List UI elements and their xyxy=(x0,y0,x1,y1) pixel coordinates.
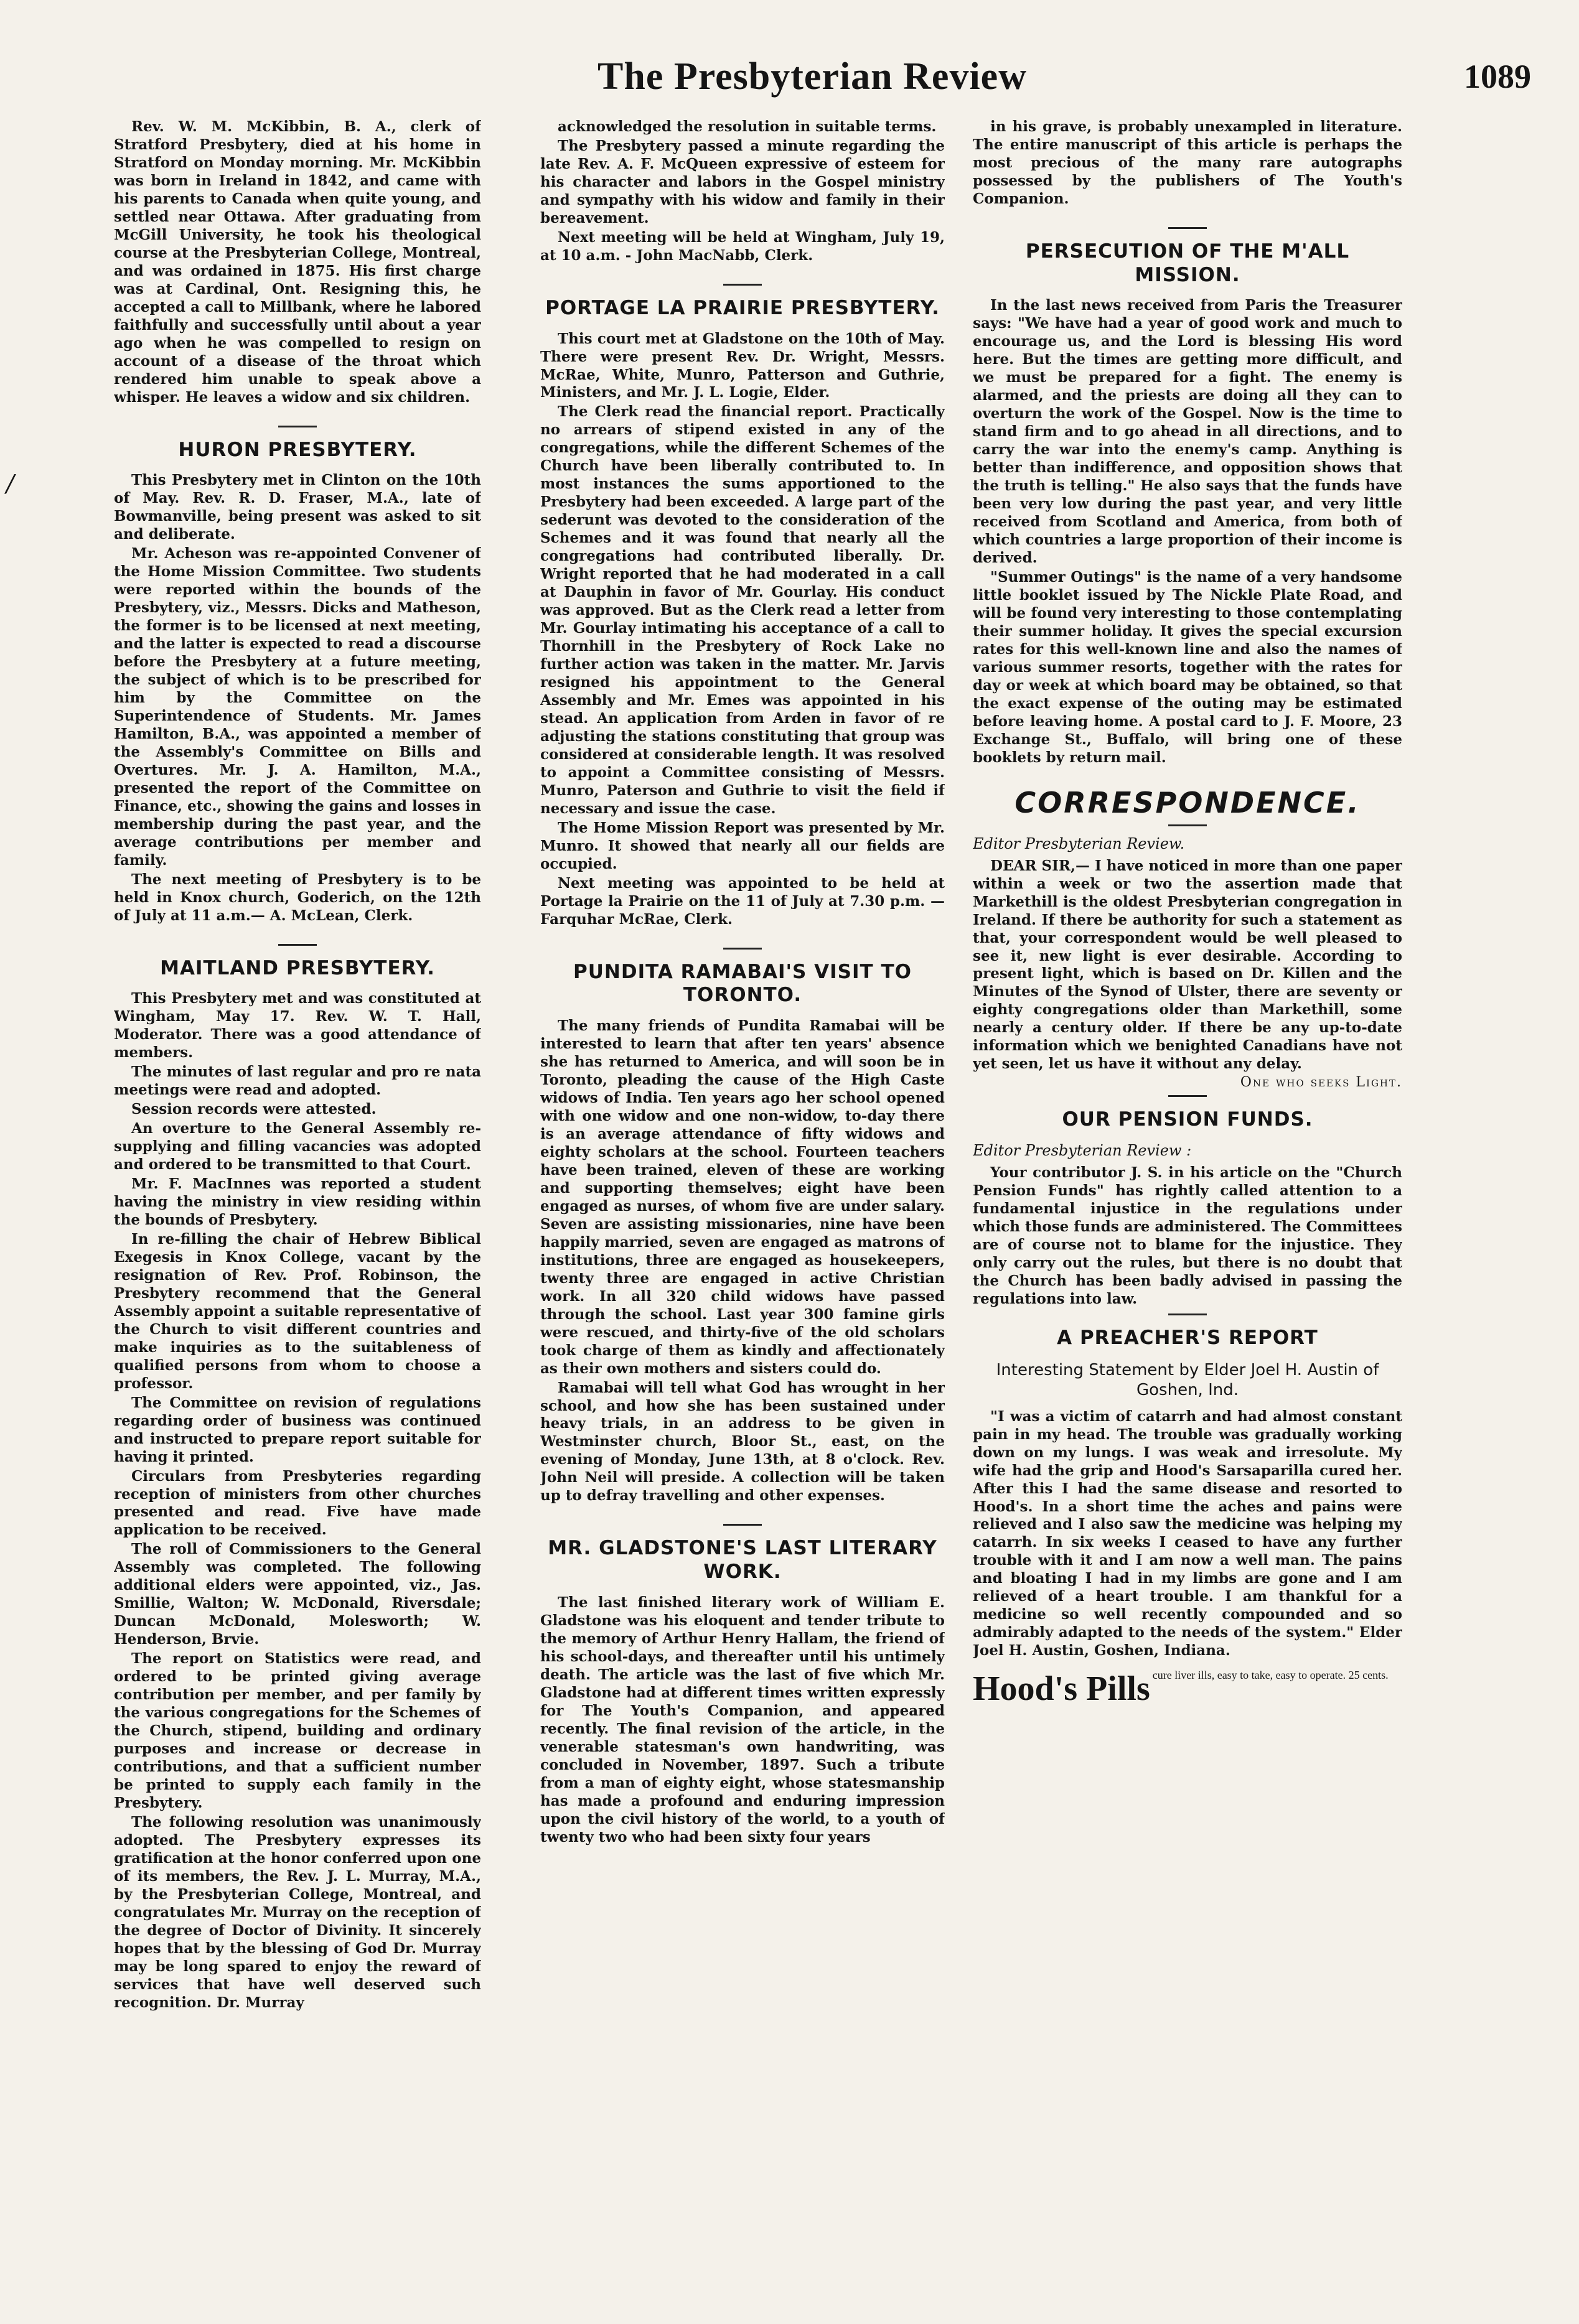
article-paragraph: The many friends of Pundita Ramabai will be interested to learn that after ten years' absence she has returned to America, and will soon be in Toronto, pleading the cause of the High Caste widows of India. Ten years ago her school opened with one widow and one non-widow, to-day there is an average attendance of fifty widows and eighty scholars at the school. Fourteen teachers have been trained, eleven of these are working and supporting themselves; eight have been engaged as nurses, of whom five are under salary. Seven are assisting missionaries, nine have been happily married, seven are engaged as matrons of institutions, three are engaged as housekeepers, twenty three are engaged in active Christian work. In all 320 child widows have passed through the school. Last year 300 famine girls were rescued, and thirty-five of the old scholars took charge of them as kindly and affectionately as their own mothers and sisters could do. xyxy=(540,1017,945,1377)
article-paragraph: Mr. F. MacInnes was reported a student having the ministry in view residing within the bounds of Presbytery. xyxy=(114,1175,481,1228)
preacher-paragraph: "I was a victim of catarrh and had almost constant pain in my head. The trouble was gradually working down on my lungs. I was weak and irresolute. My wife had the grip and Hood's Sarsaparilla cured her. After this I had the same disease and resorted to Hood's. In a short time the aches and pains were relieved and I also saw the medicine was helping my catarrh. In six weeks I ceased to have any further trouble with it and I am now a well man. The pains and bloating I had in my limbs are gone and I am relieved of a heart trouble. I am thankful for a medicine so well recently compounded and so admirably adapted to the needs of the system." Elder Joel H. Austin, Goshen, Indiana. xyxy=(973,1407,1402,1659)
letter-paragraph: DEAR SIR,— I have noticed in more than one paper within a week or two the assertion made that Markethill is the oldest Presbyterian congregation in Ireland. If there be authority for such a statement as that, your correspondent would be well pleased to see it, new light is ever desirable. According to present light, which is based on Dr. Killen and the Minutes of the Synod of Ulster, there are seventy or eighty congregations older than Markethill, some nearly a century older. If there be any up-to-date information which we benighted Canadians have not yet seen, let us have it without any delay. xyxy=(973,857,1402,1073)
page-number: 1089 xyxy=(1464,58,1531,95)
separator xyxy=(723,1524,762,1526)
masthead xyxy=(93,55,1531,105)
separator xyxy=(1168,1314,1207,1315)
letter-signature: One who seeks Light. xyxy=(1240,1075,1402,1091)
article-paragraph: An overture to the General Assembly re-supplying and filling vacancies was adopted and ordered to be transmitted to that Court. xyxy=(114,1120,481,1174)
preacher-headline: A PREACHER'S REPORT xyxy=(1057,1326,1318,1349)
ad-tagline: cure liver ills, easy to take, easy to operate. 25 cents. xyxy=(1152,1669,1389,1682)
article-paragraph: Next meeting was appointed to be held at Portage la Prairie on the 11 of July at 7.30 p.m. — Farquhar McRae, Clerk. xyxy=(540,874,945,928)
article-paragraph: The Clerk read the financial report. Practically no arrears of stipend existed in any of the congregations, while the different Schemes of the Church have been liberally contributed to. In most instances the sums apportioned to the Presbytery had been exceeded. A large part of the sederunt was devoted to the consideration of the Schemes and it was found that nearly all the congregations had contributed liberally. Dr. Wright reported that he had moderated in a call at Dauphin in favor of Mr. Gourlay. His conduct was approved. But as the Clerk read a letter from Mr. Gourlay intimating his acceptance of a call to Thornhill in the Presbytery of Rock Lake no further action was taken in the matter. Mr. Jarvis resigned his appointment to the General Assembly and Mr. Emes was appointed in his stead. An application from Arden in favor of re adjusting the stations constituting that group was considered at considerable length. It was resolved to appoint a Committee consisting of Messrs. Munro, Paterson and Guthrie to visit the field if necessary and issue the case. xyxy=(540,403,945,817)
article-paragraph: The next meeting of Presbytery is to be held in Knox church, Goderich, on the 12th of July at 11 a.m.— A. McLean, Clerk. xyxy=(114,870,481,924)
article-paragraph: Session records were attested. xyxy=(131,1101,377,1118)
pension-headline: OUR PENSION FUNDS. xyxy=(1062,1108,1313,1131)
separator xyxy=(723,284,762,286)
ad-brand: Hood's Pills xyxy=(973,1669,1150,1709)
article-paragraph: This court met at Gladstone on the 10th of May. There were present Rev. Dr. Wright, Messrs. McRae, White, Munro, Patterson and Guthrie, Ministers, and Mr. J. L. Logie, Elder. xyxy=(540,330,945,401)
separator xyxy=(278,944,317,946)
article-paragraph: The Presbytery passed a minute regarding the late Rev. A. F. McQueen expressive of esteem for his character and labors in the Gospel ministry and sympathy with his widow and family in their bereavement. xyxy=(540,137,945,226)
article-paragraph: The following resolution was unanimously adopted. The Presbytery expresses its gratification at the honor conferred upon one of its members, the Rev. J. L. Murray, M.A., by the Presbyterian College, Montreal, and congratulates Mr. Murray on the reception of the degree of Doctor of Divinity. It sincerely hopes that by the blessing of God Dr. Murray may be long spared to enjoy the reward of services that have well deserved such recognition. Dr. Murray xyxy=(114,1813,481,2011)
article xyxy=(540,284,945,929)
article xyxy=(114,426,481,925)
article-paragraph: In re-filling the chair of Hebrew Biblical Exegesis in Knox College, vacant by the resignation of Rev. Prof. Robinson, the Presbytery recommend that the General Assembly appoint a suitable representative of the Church to visit different countries and make inquiries as to the suitableness of qualified persons from whom to choose a professor. xyxy=(114,1230,481,1392)
column-3 xyxy=(973,118,1402,2284)
article-paragraph: The Home Mission Report was presented by Mr. Munro. It showed that nearly all our fields are occupied. xyxy=(540,819,945,872)
article-headline: PERSECUTION OF THE M'ALL MISSION. xyxy=(1025,240,1350,286)
article-headline: MR. GLADSTONE'S LAST LITERARY WORK. xyxy=(548,1537,937,1584)
article-paragraph: Rev. W. M. McKibbin, B. A., clerk of Stratford Presbytery, died at his home in Stratford on Monday morning. Mr. McKibbin was born in Ireland in 1842, and came with his parents to Canada when quite young, and settled near Ottawa. After graduating from McGill University, he took his theological course at the Presbyterian College, Montreal, and was ordained in 1875. His first charge was at Cardinal, Ont. Resigning this, he accepted a call to Millbank, where he labored faithfully and successfully until about a year ago when he was compelled to resign on account of a disease of the throat which rendered him unable to speak above a whisper. He leaves a widow and six children. xyxy=(114,118,481,406)
separator xyxy=(278,426,317,427)
hoods-pills-ad xyxy=(973,1669,1402,1709)
correspondence-heading: CORRESPONDENCE. xyxy=(1014,785,1361,819)
article xyxy=(973,118,1402,208)
newspaper-title: The Presbyterian Review xyxy=(597,55,1027,98)
separator xyxy=(1168,1095,1207,1097)
article xyxy=(540,118,945,265)
article-headline: HURON PRESBYTERY. xyxy=(178,438,417,461)
article-paragraph: The minutes of last regular and pro re nata meetings were read and adopted. xyxy=(114,1063,481,1099)
article-headline: PORTAGE LA PRAIRIE PRESBYTERY. xyxy=(545,296,940,319)
article-headline: MAITLAND PRESBYTERY. xyxy=(160,956,435,979)
article-paragraph: The roll of Commissioners to the General Assembly was completed. The following additional elders were appointed, viz., Jas. Smillie, Walton; W. McDonald, Riversdale; Duncan McDonald, Molesworth; W. Henderson, Brvie. xyxy=(114,1541,481,1648)
article-paragraph: Ramabai will tell what God has wrought in her school, and how she has been sustained under heavy trials, in an address to be given in Westminster church, Bloor St., east, on the evening of Monday, June 13th, at 8 o'clock. Rev. John Neil will preside. A collection will be taken up to defray travelling and other expenses. xyxy=(540,1379,945,1505)
article-paragraph: This Presbytery met in Clinton on the 10th of May. Rev. R. D. Fraser, M.A., late of Bowmanville, being present was asked to sit and deliberate. xyxy=(114,472,481,543)
column-1 xyxy=(114,118,481,2284)
article-paragraph: This Presbytery met and was constituted at Wingham, May 17. Rev. W. T. Hall, Moderator. There was a good attendance of members. xyxy=(114,990,481,1062)
article-paragraph: In the last news received from Paris the Treasurer says: "We have had a year of good work and much to encourage us, and the Lord is blessing His word here. But the times are getting more difficult, and we must be prepared for a fight. The enemy is alarmed, and the priests are doing all they can to overturn the work of the Gospel. Now is the time to stand firm and to go ahead in all directions, and to carry the war into the enemy's camp. Anything is better than indifference, and opposition shows that the truth is telling." He also says that the funds have been very low during the past year, and very little received from Scotland and America, from both of which countries a large proportion of their income is derived. xyxy=(973,297,1402,567)
separator xyxy=(723,948,762,950)
column-3-articles xyxy=(973,118,1402,767)
article-paragraph: in his grave, is probably unexampled in literature. The entire manuscript of this article is perhaps the most precious of the many rare autographs possessed by the publishers of The Youth's Companion. xyxy=(973,118,1402,207)
article-paragraph: Next meeting will be held at Wingham, July 19, at 10 a.m. - John MacNabb, Clerk. xyxy=(540,228,945,264)
letter-attribution: Editor Presbyterian Review. xyxy=(973,834,1185,852)
article xyxy=(540,948,945,1506)
article-paragraph: The Committee on revision of regulations regarding order of business was continued and instructed to prepare report suitable for having it printed. xyxy=(114,1394,481,1465)
article-paragraph: Circulars from Presbyteries regarding reception of ministers from other churches presented and read. Five have made application to be received. xyxy=(114,1467,481,1539)
article xyxy=(114,944,481,2012)
article-headline: PUNDITA RAMABAI'S VISIT TO TORONTO. xyxy=(573,960,912,1007)
separator xyxy=(1168,227,1207,229)
article xyxy=(540,1524,945,1846)
article-paragraph: The last finished literary work of William E. Gladstone was his eloquent and tender tribute to the memory of Arthur Henry Hallam, the friend of his school-days, and thereafter until his untimely death. The article was the last of five which Mr. Gladstone had at different times written expressly for The Youth's Companion, and appeared recently. The final revision of the article, in the venerable statesman's own handwriting, was concluded in November, 1897. Such a tribute from a man of eighty eight, whose statesmanship has made a profound and enduring impression upon the civil history of the world, to a youth of twenty two who had been sixty four years xyxy=(540,1594,945,1846)
pension-paragraph: Your contributor J. S. in his article on the "Church Pension Funds" has rightly called attention to a fundamental injustice in the regulations under which those funds are administered. The Committees are of course not to blame for the injustice. They only carry out the rules, but there is no doubt that the Church has been badly advised in passing the regulations into law. xyxy=(973,1164,1402,1307)
article xyxy=(973,227,1402,767)
article xyxy=(114,118,481,407)
article-paragraph: acknowledged the resolution in suitable terms. xyxy=(558,118,937,135)
article-paragraph: Mr. Acheson was re-appointed Convener of the Home Mission Committee. Two students were reported within the bounds of the Presbytery, viz., Messrs. Dicks and Matheson, the former is to be licensed at next meeting, and the latter is expected to read a discourse before the Presbytery at a future meeting, the subject of which is to be prescribed for him by the Committee on the Superintendence of Students. Mr. James Hamilton, B.A., was appointed a member of the Assembly's Committee on Bills and Overtures. Mr. J. A. Hamilton, M.A., presented the report of the Committee on Finance, etc., showing the gains and losses in membership during the past year, and the average contributions per member and family. xyxy=(114,545,481,869)
preacher-subhead: Interesting Statement by Elder Joel H. Austin of Goshen, Ind. xyxy=(996,1360,1379,1400)
separator xyxy=(1168,824,1207,826)
article-paragraph: The report on Statistics were read, and ordered to be printed giving average contribution per member, and per family by the various congregations for the Schemes of the Church, stipend, building and ordinary purposes and increase or decrease in contributions, and that a sufficient number be printed to supply each family in the Presbytery. xyxy=(114,1650,481,1811)
margin-mark: / xyxy=(6,470,14,497)
column-2 xyxy=(540,118,945,2284)
pension-attribution: Editor Presbyterian Review : xyxy=(973,1142,1192,1160)
article-paragraph: "Summer Outings" is the name of a very handsome little booklet issued by The Nickle Plate Road, and will be found very interesting to those contemplating their summer holiday. It gives the special excursion rates for this well-known line and also the names of various summer resorts, together with the rates for day or week at which board may be obtained, so that the exact expense of the outing may be estimated before leaving home. A postal card to J. F. Moore, 23 Exchange St., Buffalo, will bring one of these booklets by return mail. xyxy=(973,569,1402,766)
